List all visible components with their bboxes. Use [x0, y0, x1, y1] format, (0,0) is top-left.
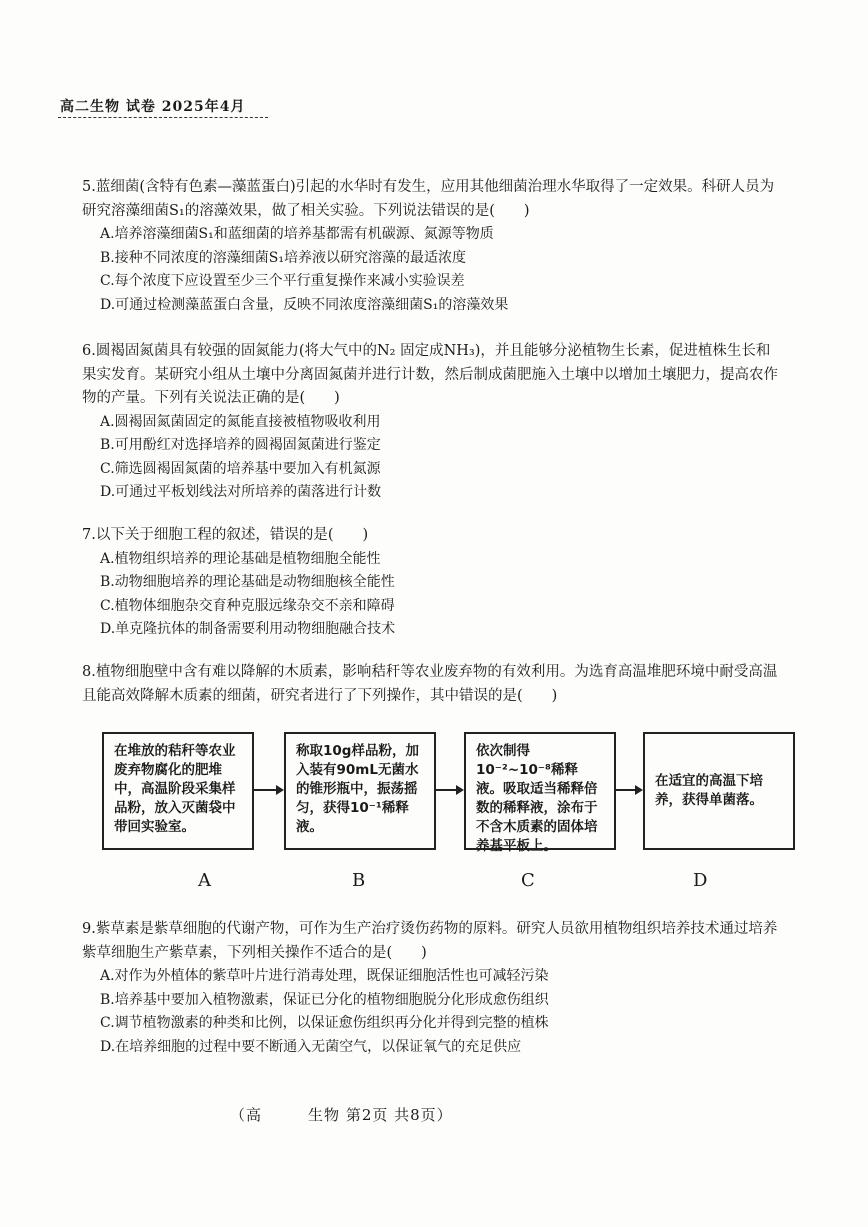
option-c: C.筛选圆褐固氮菌的培养基中要加入有机氮源: [100, 460, 381, 477]
step-text: 在堆放的秸秆等农业废弃物腐化的肥堆中，高温阶段采集样品粉，放入灭菌袋中带回实验室。: [114, 743, 236, 835]
arrow-right-icon: [254, 789, 282, 791]
step-text: 在适宜的高温下培养，获得单菌落。: [655, 773, 763, 808]
footer-subject: 生物: [308, 1106, 341, 1124]
option-d: D.可通过检测藻蓝蛋白含量，反映不同浓度溶藻细菌S₁的溶藻效果: [100, 296, 509, 313]
header-divider: [58, 117, 268, 118]
option-b: B.接种不同浓度的溶藻细菌S₁培养液以研究溶藻的最适浓度: [100, 249, 466, 266]
question-stem: 8.植物细胞壁中含有难以降解的木质素，影响秸秆等农业废弃物的有效利用。为选育高温堆肥环境中耐受高温且能高效降解木质素的细菌，研究者进行了下列操作，其中错误的是( ): [82, 664, 778, 704]
step-label-b: B: [352, 870, 366, 891]
question-stem: 6.圆褐固氮菌具有较强的固氮能力(将大气中的N₂ 固定成NH₃)，并且能够分泌植物生长素，促进植株生长和果实发育。某研究小组从土壤中分离固氮菌并进行计数，然后制成菌肥施入土壤中以增加土壤肥力，提高农作物的产量。下列有关说法正确的是( ): [82, 343, 778, 406]
page-footer: [230, 1104, 453, 1125]
step-label-a: A: [198, 870, 211, 891]
step-box-b: [284, 732, 436, 850]
arrow-right-icon: [436, 789, 462, 791]
question-stem: 9.紫草素是紫草细胞的代谢产物，可作为生产治疗烫伤药物的原料。研究人员欲用植物组织培养技术通过培养紫草细胞生产紫草素，下列相关操作不适合的是( ): [82, 921, 778, 961]
question-5: [82, 176, 782, 317]
question-9: [82, 918, 782, 1059]
step-text: 称取10g样品粉，加入装有90mL无菌水的锥形瓶中，振荡摇匀，获得10⁻¹稀释液。: [296, 743, 419, 835]
question-stem: 7.以下关于细胞工程的叙述，错误的是( ): [82, 527, 369, 543]
question-7: [82, 524, 782, 642]
question-6: [82, 340, 782, 505]
page-header: 高二生物 试卷 2025年4月: [60, 99, 246, 115]
option-d: D.单克隆抗体的制备需要利用动物细胞融合技术: [100, 621, 396, 637]
procedure-flowchart: [100, 732, 800, 892]
question-8: [82, 661, 782, 708]
step-box-c: [464, 732, 616, 854]
option-a: A.培养溶藻细菌S₁和蓝细菌的培养基都需有机碳源、氮源等物质: [100, 226, 494, 242]
arrow-right-icon: [616, 789, 641, 791]
step-text: 依次制得10⁻²~10⁻⁸稀释液。吸取适当稀释倍数的稀释液，涂布于不含木质素的固体培养基平板上。: [476, 743, 598, 854]
option-b: B.培养基中要加入植物激素，保证已分化的植物细胞脱分化形成愈伤组织: [100, 991, 549, 1008]
footer-total-pages: 共8页）: [394, 1106, 453, 1124]
option-a: A.圆褐固氮菌固定的氮能直接被植物吸收利用: [100, 413, 381, 430]
option-b: B.动物细胞培养的理论基础是动物细胞核全能性: [100, 574, 395, 590]
option-d: D.在培养细胞的过程中要不断通入无菌空气，以保证氧气的充足供应: [100, 1038, 522, 1055]
option-c: C.植物体细胞杂交育种克服远缘杂交不亲和障碍: [100, 597, 395, 614]
footer-grade: （高: [230, 1106, 263, 1124]
question-stem: 5.蓝细菌(含特有色素—藻蓝蛋白)引起的水华时有发生，应用其他细菌治理水华取得了一定效果。科研人员为研究溶藻细菌S₁的溶藻效果，做了相关实验。下列说法错误的是( ): [82, 179, 775, 219]
option-b: B.可用酚红对选择培养的圆褐固氮菌进行鉴定: [100, 437, 381, 453]
footer-page-number: 第2页: [345, 1106, 389, 1124]
option-d: D.可通过平板划线法对所培养的菌落进行计数: [100, 484, 382, 500]
option-c: C.调节植物激素的种类和比例，以保证愈伤组织再分化并得到完整的植株: [100, 1015, 549, 1031]
step-label-c: C: [521, 870, 535, 891]
option-a: A.植物组织培养的理论基础是植物细胞全能性: [100, 550, 381, 567]
step-box-d: [643, 732, 795, 850]
step-label-d: D: [693, 870, 708, 891]
option-a: A.对作为外植体的紫草叶片进行消毒处理，既保证细胞活性也可减轻污染: [100, 968, 549, 984]
option-c: C.每个浓度下应设置至少三个平行重复操作来减小实验误差: [100, 273, 465, 289]
step-box-a: [102, 732, 254, 850]
